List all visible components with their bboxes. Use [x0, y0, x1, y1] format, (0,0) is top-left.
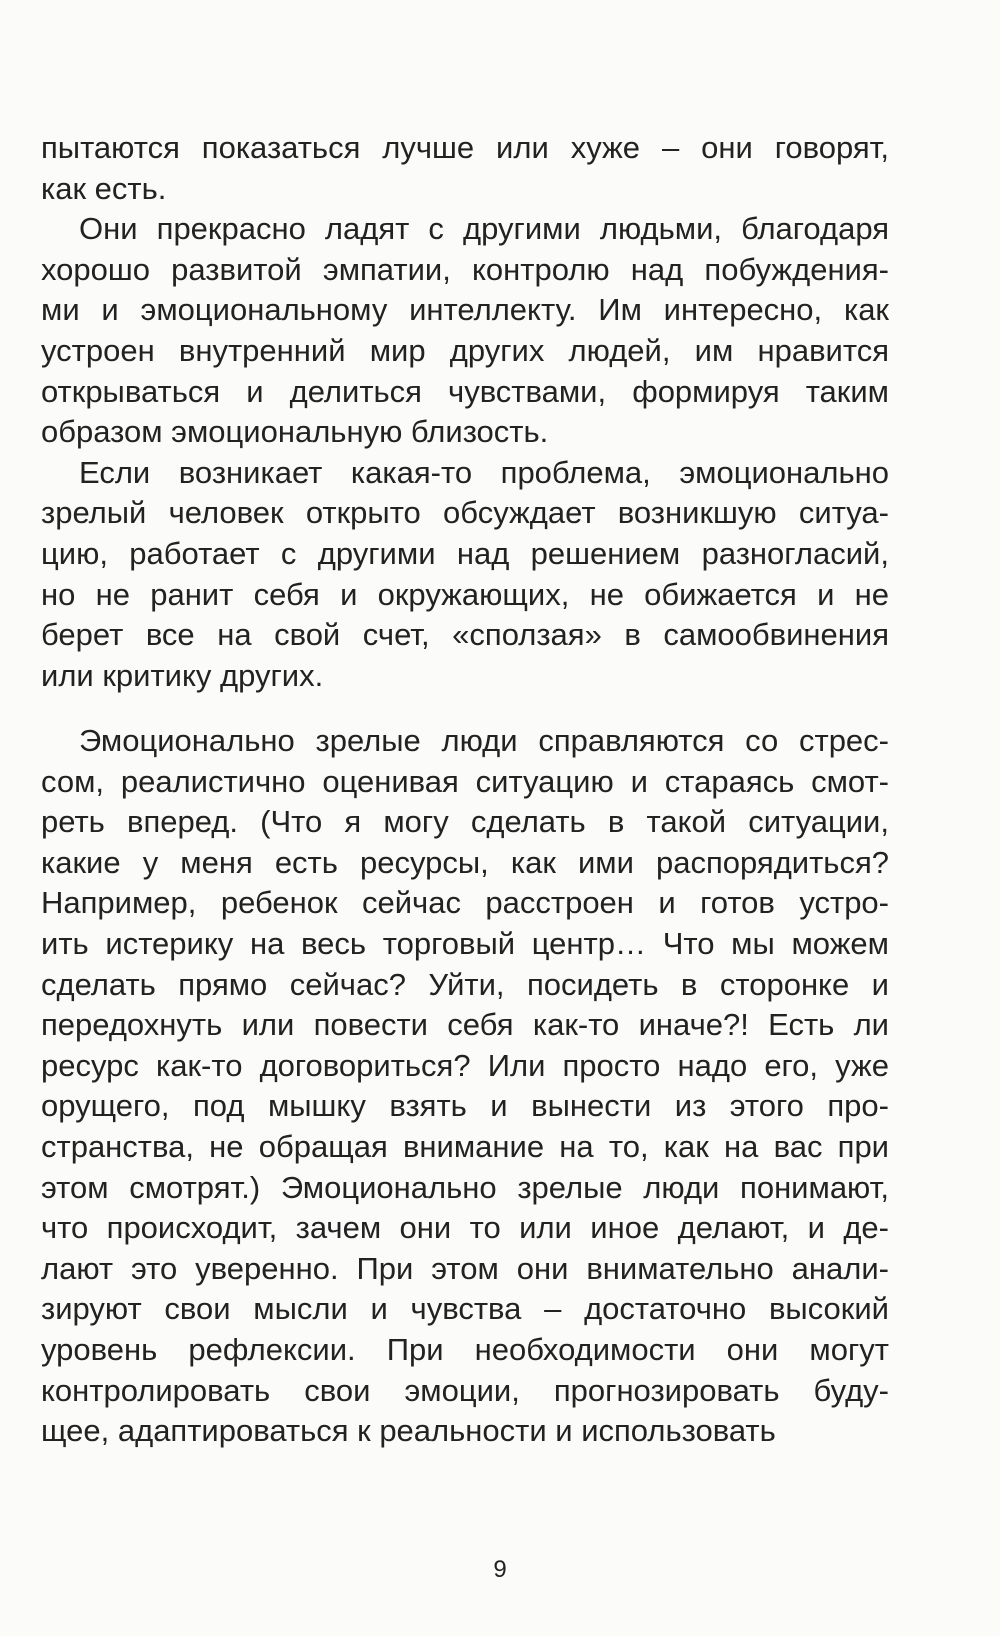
text-line: зируют свои мысли и чувства – достаточно высокий — [41, 1291, 889, 1327]
text-line: этом смотрят.) Эмоционально зрелые люди понимают, — [41, 1169, 889, 1205]
text-line: хорошо развитой эмпатии, контролю над побуждения- — [41, 251, 889, 287]
text-block-lower — [41, 721, 889, 1452]
text-line: устроен внутренний мир других людей, им нравится — [41, 332, 889, 368]
paragraph — [41, 721, 889, 1452]
text-line: ми и эмоциональному интеллекту. Им интересно, как — [41, 292, 889, 328]
page-number: 9 — [493, 1556, 507, 1583]
text-line: Например, ребенок сейчас расстроен и готов устро- — [41, 885, 889, 921]
text-line: зрелый человек открыто обсуждает возникшую ситуа- — [41, 495, 889, 531]
text-line: щее, адаптироваться к реальности и использовать — [41, 1413, 776, 1449]
text-line: но не ранит себя и окружающих, не обижается и не — [41, 576, 889, 612]
text-line: какие у меня есть ресурсы, как ими распорядиться? — [41, 844, 889, 880]
text-line: сом, реалистично оценивая ситуацию и стараясь смот- — [41, 763, 889, 799]
text-line: или критику других. — [41, 657, 324, 693]
text-line: сделать прямо сейчас? Уйти, посидеть в сторонке и — [41, 966, 889, 1002]
paragraph — [41, 209, 889, 453]
text-line: реть вперед. (Что я могу сделать в такой ситуации, — [41, 804, 889, 840]
text-line: берет все на свой счет, «сползая» в самообвинения — [41, 617, 889, 653]
text-line: уровень рефлексии. При необходимости они могут — [41, 1331, 889, 1367]
text-line: орущего, под мышку взять и вынести из этого про- — [41, 1088, 889, 1124]
text-line: как есть. — [41, 170, 167, 206]
text-line: образом эмоциональную близость. — [41, 414, 549, 450]
text-line: пытаются показаться лучше или хуже – они говорят, — [41, 130, 889, 165]
text-line: лают это уверенно. При этом они внимательно анали- — [41, 1250, 889, 1286]
paragraph — [41, 128, 889, 209]
text-line: странства, не обращая внимание на то, как на вас при — [41, 1128, 889, 1164]
text-line: Они прекрасно ладят с другими людьми, благодаря — [79, 211, 889, 247]
text-line: контролировать свои эмоции, прогнозировать буду- — [41, 1372, 889, 1408]
text-line: ресурс как-то договориться? Или просто надо его, уже — [41, 1047, 889, 1083]
text-block-upper — [41, 128, 889, 696]
text-line: Если возникает какая-то проблема, эмоционально — [79, 454, 889, 490]
text-line: цию, работает с другими над решением разногласий, — [41, 535, 889, 571]
paragraph — [41, 453, 889, 697]
text-line: открываться и делиться чувствами, формируя таким — [41, 373, 889, 409]
text-line: что происходит, зачем они то или иное делают, и де- — [41, 1210, 889, 1246]
text-line: Эмоционально зрелые люди справляются со стрес- — [79, 723, 889, 758]
text-line: ить истерику на весь торговый центр… Что мы можем — [41, 925, 889, 961]
text-line: передохнуть или повести себя как-то иначе?! Есть ли — [41, 1007, 889, 1043]
